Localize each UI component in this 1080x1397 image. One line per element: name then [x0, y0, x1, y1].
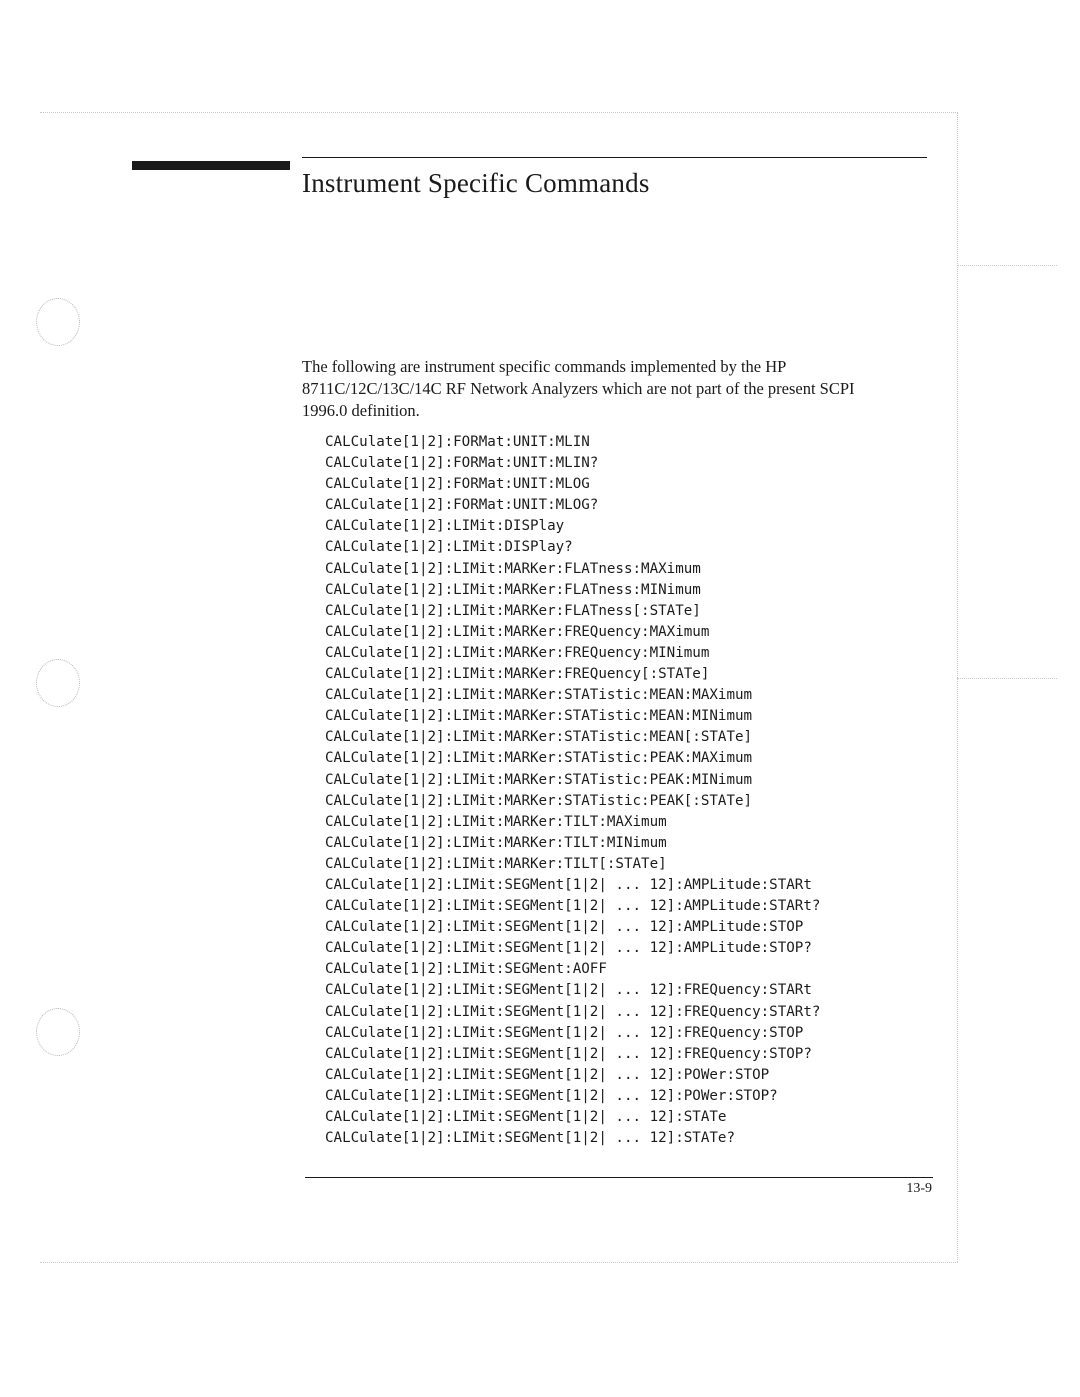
scan-edge-right-mark-2	[957, 678, 1057, 679]
command-item: CALCulate[1|2]:LIMit:MARKer:STATistic:PEAK[:STATe]	[325, 792, 753, 809]
command-item: CALCulate[1|2]:LIMit:MARKer:FLATness[:STATe]	[325, 602, 701, 619]
command-item: CALCulate[1|2]:LIMit:MARKer:FREQuency:MINimum	[325, 644, 710, 661]
footer-rule	[305, 1177, 933, 1178]
punch-hole-top	[36, 298, 80, 346]
command-item: CALCulate[1|2]:LIMit:SEGMent[1|2| ... 12]:FREQuency:STOP	[325, 1024, 804, 1041]
command-item: CALCulate[1|2]:FORMat:UNIT:MLIN	[325, 434, 590, 450]
heading-rule	[302, 157, 927, 158]
command-item: CALCulate[1|2]:LIMit:SEGMent[1|2| ... 12]:AMPLitude:STARt	[325, 876, 812, 893]
command-item: CALCulate[1|2]:LIMit:MARKer:STATistic:MEAN:MINimum	[325, 708, 753, 725]
command-item: CALCulate[1|2]:LIMit:SEGMent[1|2| ... 12]:AMPLitude:STOP?	[325, 940, 812, 957]
command-item: CALCulate[1|2]:LIMit:MARKer:FLATness:MAXimum	[325, 560, 701, 577]
command-item: CALCulate[1|2]:LIMit:SEGMent[1|2| ... 12]:STATe	[325, 1109, 727, 1125]
page-title: Instrument Specific Commands	[302, 168, 650, 198]
command-item: CALCulate[1|2]:LIMit:DISPlay?	[325, 539, 573, 556]
command-item: CALCulate[1|2]:LIMit:MARKer:FREQuency[:STATe]	[325, 666, 710, 683]
command-item: CALCulate[1|2]:LIMit:SEGMent[1|2| ... 12]:AMPLitude:STARt?	[325, 898, 821, 915]
command-item: CALCulate[1|2]:FORMat:UNIT:MLOG	[325, 476, 590, 493]
command-item: CALCulate[1|2]:LIMit:SEGMent[1|2| ... 12]:POWer:STOP	[325, 1066, 770, 1083]
command-item: CALCulate[1|2]:LIMit:SEGMent[1|2| ... 12]:FREQuency:STOP?	[325, 1045, 812, 1062]
section-marker-bar	[132, 161, 290, 170]
command-item: CALCulate[1|2]:LIMit:MARKer:STATistic:PEAK:MAXimum	[325, 750, 753, 767]
page-number: 13-9	[906, 1181, 932, 1196]
command-item: CALCulate[1|2]:LIMit:MARKer:FLATness:MINimum	[325, 581, 701, 598]
command-item: CALCulate[1|2]:LIMit:DISPlay	[325, 518, 565, 535]
scan-edge-right-mark	[957, 265, 1057, 266]
command-item: CALCulate[1|2]:LIMit:MARKer:STATistic:MEAN[:STATe]	[325, 729, 753, 746]
command-item: CALCulate[1|2]:LIMit:SEGMent[1|2| ... 12]:STATe?	[325, 1130, 735, 1147]
scan-edge-top	[40, 112, 958, 113]
command-item: CALCulate[1|2]:LIMit:MARKer:TILT:MINimum	[325, 834, 667, 851]
command-list	[325, 432, 820, 1149]
command-item: CALCulate[1|2]:LIMit:SEGMent[1|2| ... 12]:POWer:STOP?	[325, 1087, 778, 1104]
command-item: CALCulate[1|2]:FORMat:UNIT:MLOG?	[325, 497, 599, 514]
intro-paragraph: The following are instrument specific commands implemented by the HP 8711C/12C/13C/14C RF Network Analyzers which are not part of the present SCPI 1996.0 definition.	[302, 357, 855, 420]
command-item: CALCulate[1|2]:LIMit:SEGMent[1|2| ... 12]:FREQuency:STARt	[325, 982, 812, 999]
punch-hole-middle	[36, 659, 80, 707]
command-item: CALCulate[1|2]:LIMit:MARKer:TILT[:STATe]	[325, 855, 667, 872]
punch-hole-bottom	[36, 1008, 80, 1056]
command-item: CALCulate[1|2]:LIMit:MARKer:STATistic:PEAK:MINimum	[325, 771, 753, 788]
command-item: CALCulate[1|2]:FORMat:UNIT:MLIN?	[325, 455, 599, 472]
scan-edge-bottom	[40, 1262, 958, 1263]
scan-edge-right	[957, 112, 958, 1262]
command-item: CALCulate[1|2]:LIMit:SEGMent:AOFF	[325, 961, 607, 978]
command-item: CALCulate[1|2]:LIMit:SEGMent[1|2| ... 12]:FREQuency:STARt?	[325, 1003, 821, 1020]
command-item: CALCulate[1|2]:LIMit:MARKer:FREQuency:MAXimum	[325, 623, 710, 640]
command-item: CALCulate[1|2]:LIMit:SEGMent[1|2| ... 12]:AMPLitude:STOP	[325, 919, 804, 936]
command-item: CALCulate[1|2]:LIMit:MARKer:TILT:MAXimum	[325, 813, 667, 830]
command-item: CALCulate[1|2]:LIMit:MARKer:STATistic:MEAN:MAXimum	[325, 687, 753, 704]
